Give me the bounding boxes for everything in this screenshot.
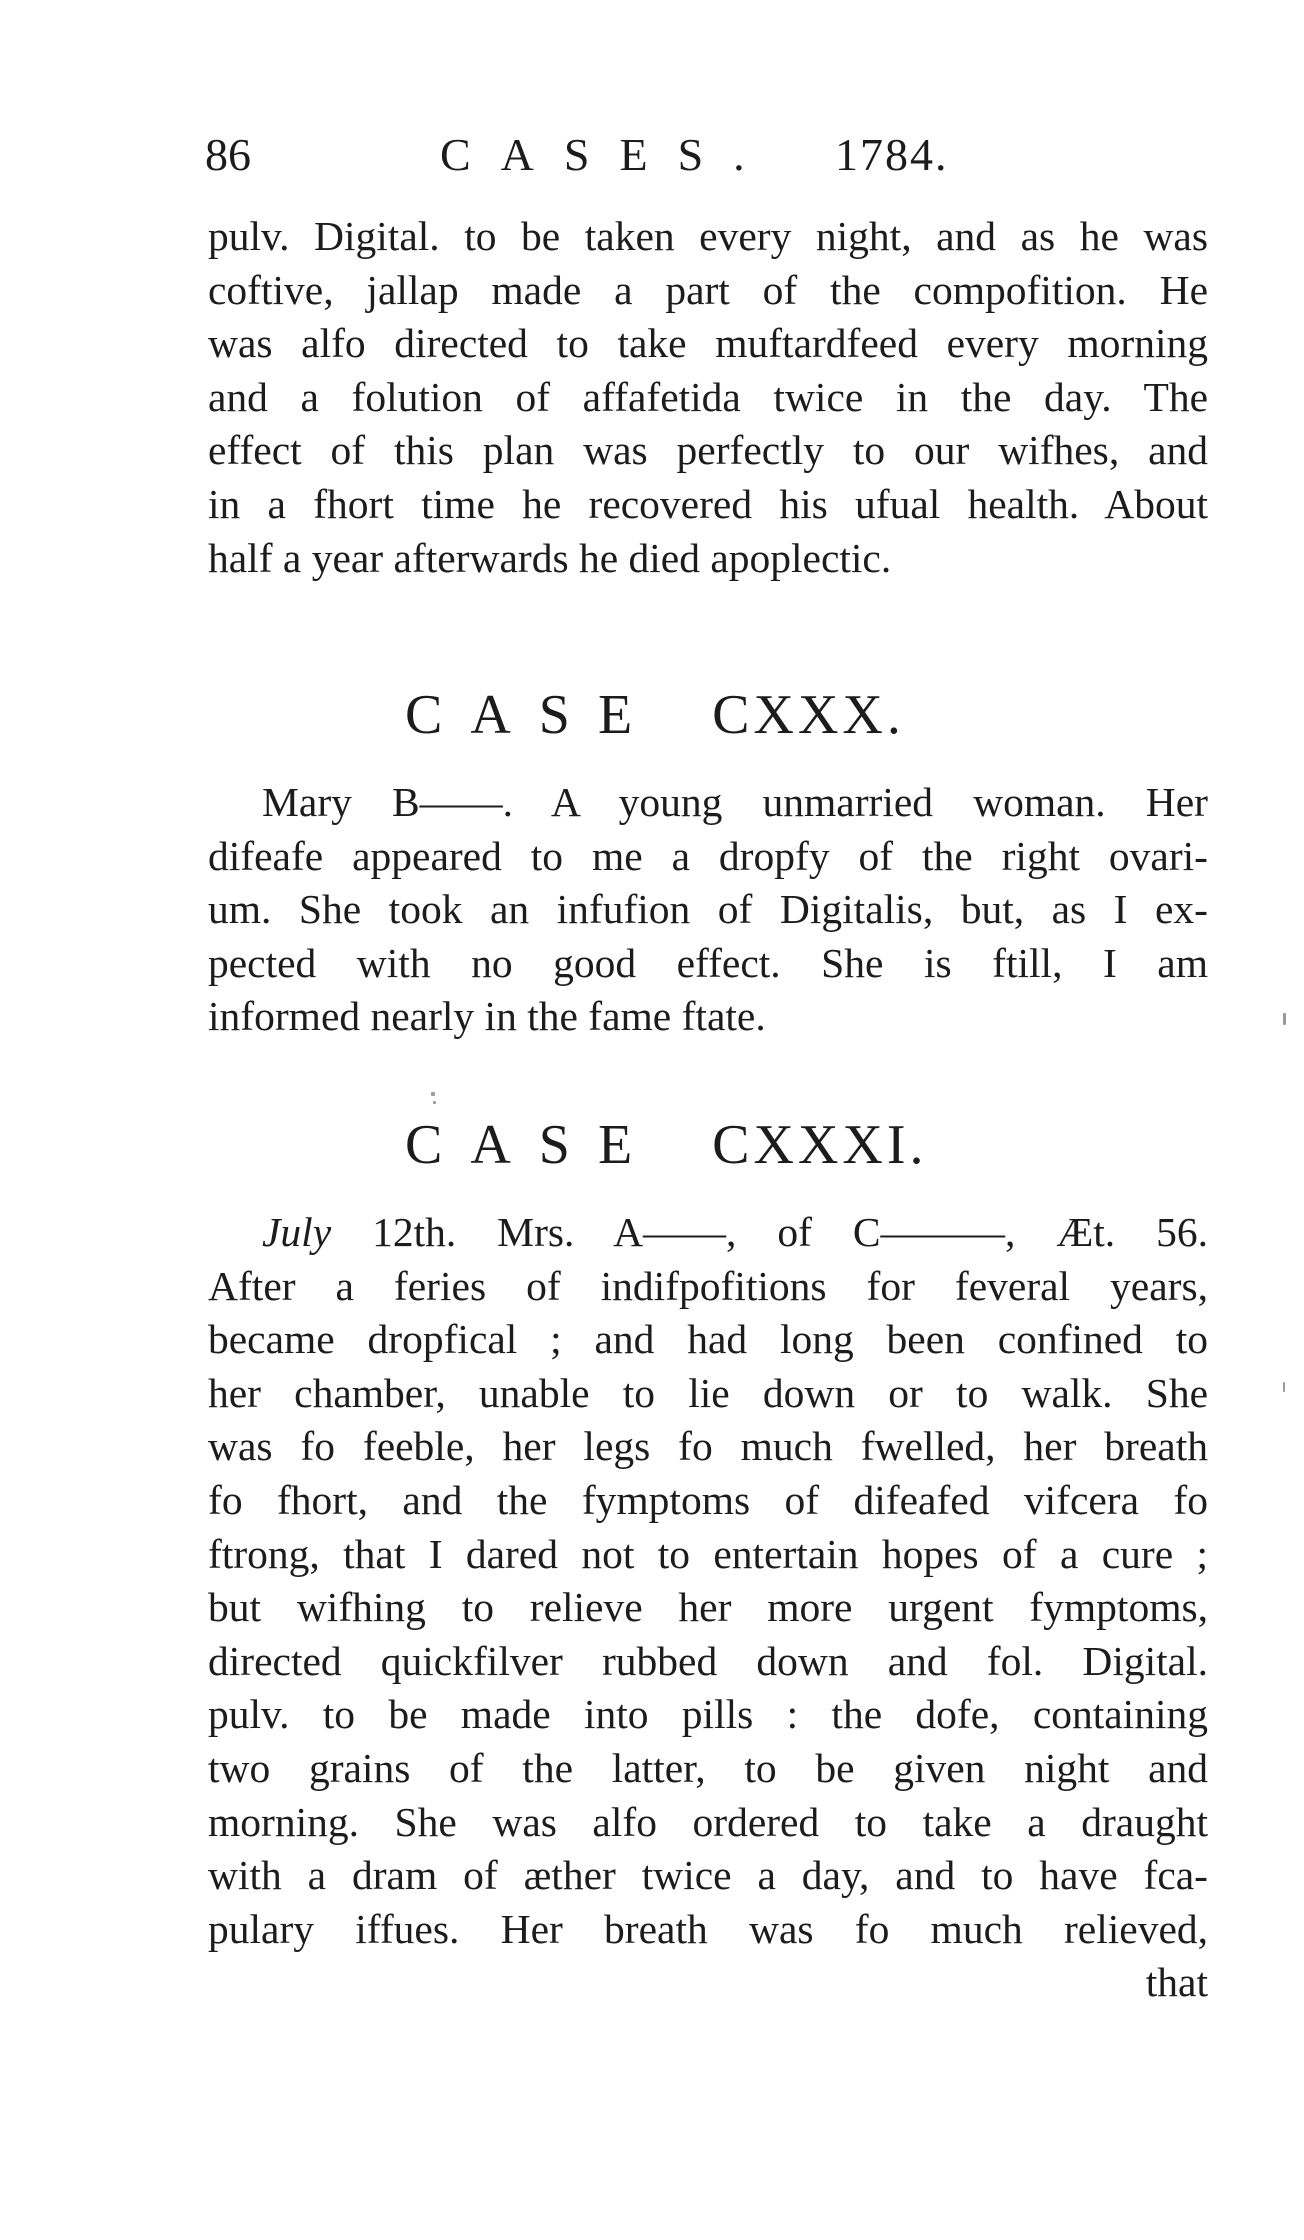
continued-case-text: [208, 210, 1208, 585]
case-label: CASE: [405, 684, 661, 746]
text-line: After a feries of indifpofitions for feveral years,: [208, 1262, 1208, 1309]
case-label: CASE: [405, 1114, 661, 1176]
text-line-first: [208, 1206, 1208, 1260]
month-italic: July: [262, 1209, 332, 1255]
text-line: difeafe appeared to me a dropfy of the right ovari-: [208, 832, 1208, 879]
text-line: ftrong, that I dared not to entertain hopes of a cure ;: [208, 1530, 1208, 1577]
text-line: in a fhort time he recovered his ufual health. About: [208, 480, 1208, 527]
case-heading-cxxxi: [405, 1110, 927, 1180]
text-line: and a folution of affafetida twice in the day. The: [208, 373, 1208, 420]
text-line: effect of this plan was perfectly to our wifhes, and: [208, 427, 1208, 474]
text-line: half a year afterwards he died apoplectic.: [208, 534, 892, 581]
page-speck: [1283, 1382, 1285, 1392]
text-line: was alfo directed to take muftardfeed every morning: [208, 320, 1208, 367]
text-line: informed nearly in the fame ftate.: [208, 993, 766, 1040]
page-speck: [1283, 1013, 1286, 1025]
running-head-year: 1784.: [835, 129, 949, 180]
case-cxxxi-text: [208, 1206, 1208, 2010]
page-speck: [433, 1101, 436, 1104]
case-number: CXXX.: [712, 684, 905, 746]
text-line: with a dram of æther twice a day, and to have fca-: [208, 1852, 1208, 1899]
text-line: pected with no good effect. She is ftill, I am: [208, 939, 1208, 986]
page-number: 86: [205, 129, 251, 180]
catchword: that: [1145, 1959, 1208, 2006]
text-line: pulv. Digital. to be taken every night, and as he was: [208, 213, 1208, 259]
page-speck: [431, 1092, 435, 1096]
text-line: um. She took an infufion of Digitalis, but, as I ex-: [208, 886, 1208, 933]
text-line: pulary iffues. Her breath was fo much relieved,: [208, 1905, 1208, 1952]
text-line: morning. She was alfo ordered to take a draught: [208, 1798, 1208, 1845]
text-line: her chamber, unable to lie down or to walk. She: [208, 1369, 1208, 1416]
text-line: pulv. to be made into pills : the dofe, containing: [208, 1691, 1208, 1738]
running-head: [205, 120, 1025, 190]
text-line: coftive, jallap made a part of the compofition. He: [208, 266, 1208, 313]
text-line: Mary B——. A young unmarried woman. Her: [262, 779, 1208, 825]
first-line-rest: 12th. Mrs. A——, of C———, Æt. 56.: [372, 1209, 1209, 1255]
running-head-title: CASES.: [440, 129, 775, 180]
case-number: CXXXI.: [712, 1114, 928, 1176]
text-line: fo fhort, and the fymptoms of difeafed vifcera fo: [208, 1476, 1208, 1523]
text-line: directed quickfilver rubbed down and fol. Digital.: [208, 1637, 1208, 1684]
case-heading-cxxx: [405, 680, 905, 750]
text-line: two grains of the latter, to be given night and: [208, 1744, 1208, 1791]
text-line: but wifhing to relieve her more urgent fymptoms,: [208, 1584, 1208, 1631]
case-cxxx-text: [208, 776, 1208, 1044]
text-line: was fo feeble, her legs fo much fwelled, her breath: [208, 1423, 1208, 1470]
text-line: became dropfical ; and had long been confined to: [208, 1316, 1208, 1363]
